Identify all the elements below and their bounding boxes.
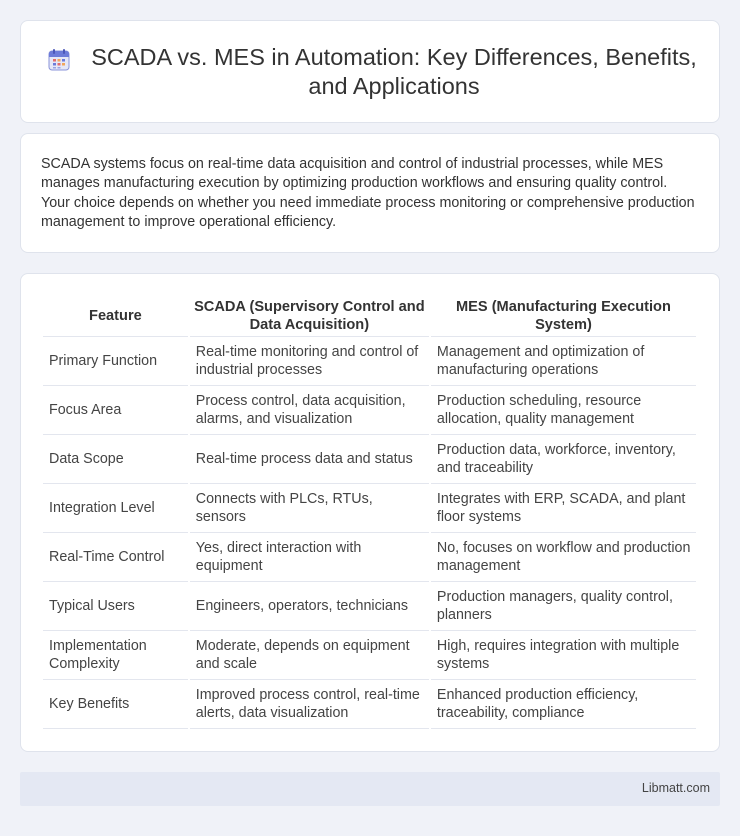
feature-cell: Key Benefits <box>43 680 188 729</box>
table-row <box>43 386 696 435</box>
column-header-mes: MES (Manufacturing Execution System) <box>431 296 696 337</box>
mes-cell: Production managers, quality control, planners <box>431 582 696 631</box>
table-row <box>43 435 696 484</box>
mes-cell: Production scheduling, resource allocation, quality management <box>431 386 696 435</box>
feature-cell: Primary Function <box>43 337 188 386</box>
table-row <box>43 484 696 533</box>
footer-bar <box>20 772 720 806</box>
feature-cell: Focus Area <box>43 386 188 435</box>
feature-cell: Real-Time Control <box>43 533 188 582</box>
table-row <box>43 631 696 680</box>
page-title: SCADA vs. MES in Automation: Key Differences, Benefits, and Applications <box>91 43 697 99</box>
scada-cell: Process control, data acquisition, alarms, and visualization <box>190 386 429 435</box>
intro-paragraph: SCADA systems focus on real-time data acquisition and control of industrial processes, while MES manages manufacturing execution by optimizing production workflows and ensuring quality control. Your choice depends on whether you need immediate process monitoring or comprehensive production management to improve operational efficiency. <box>41 156 695 231</box>
comparison-table <box>41 296 698 729</box>
table-row <box>43 337 696 386</box>
footer-site-link[interactable]: Libmatt.com <box>641 781 710 795</box>
mes-cell: No, focuses on workflow and production management <box>431 533 696 582</box>
feature-cell: Typical Users <box>43 582 188 631</box>
scada-cell: Yes, direct interaction with equipment <box>190 533 429 582</box>
scada-cell: Connects with PLCs, RTUs, sensors <box>190 484 429 533</box>
mes-cell: High, requires integration with multiple systems <box>431 631 696 680</box>
feature-cell: Implementation Complexity <box>43 631 188 680</box>
table-row <box>43 680 696 729</box>
mes-cell: Enhanced production efficiency, traceability, compliance <box>431 680 696 729</box>
column-header-scada: SCADA (Supervisory Control and Data Acquisition) <box>190 296 429 337</box>
table-row <box>43 533 696 582</box>
table-row <box>43 582 696 631</box>
scada-cell: Real-time process data and status <box>190 435 429 484</box>
scada-cell: Moderate, depends on equipment and scale <box>190 631 429 680</box>
scada-cell: Real-time monitoring and control of industrial processes <box>190 337 429 386</box>
scada-cell: Improved process control, real-time alerts, data visualization <box>190 680 429 729</box>
feature-cell: Data Scope <box>43 435 188 484</box>
mes-cell: Management and optimization of manufacturing operations <box>431 337 696 386</box>
scada-cell: Engineers, operators, technicians <box>190 582 429 631</box>
header-card <box>20 20 720 123</box>
mes-cell: Production data, workforce, inventory, and traceability <box>431 435 696 484</box>
intro-card <box>20 133 720 253</box>
mes-cell: Integrates with ERP, SCADA, and plant floor systems <box>431 484 696 533</box>
feature-cell: Integration Level <box>43 484 188 533</box>
comparison-table-card <box>20 273 720 752</box>
column-header-feature: Feature <box>43 296 188 337</box>
table-header-row <box>43 296 696 337</box>
